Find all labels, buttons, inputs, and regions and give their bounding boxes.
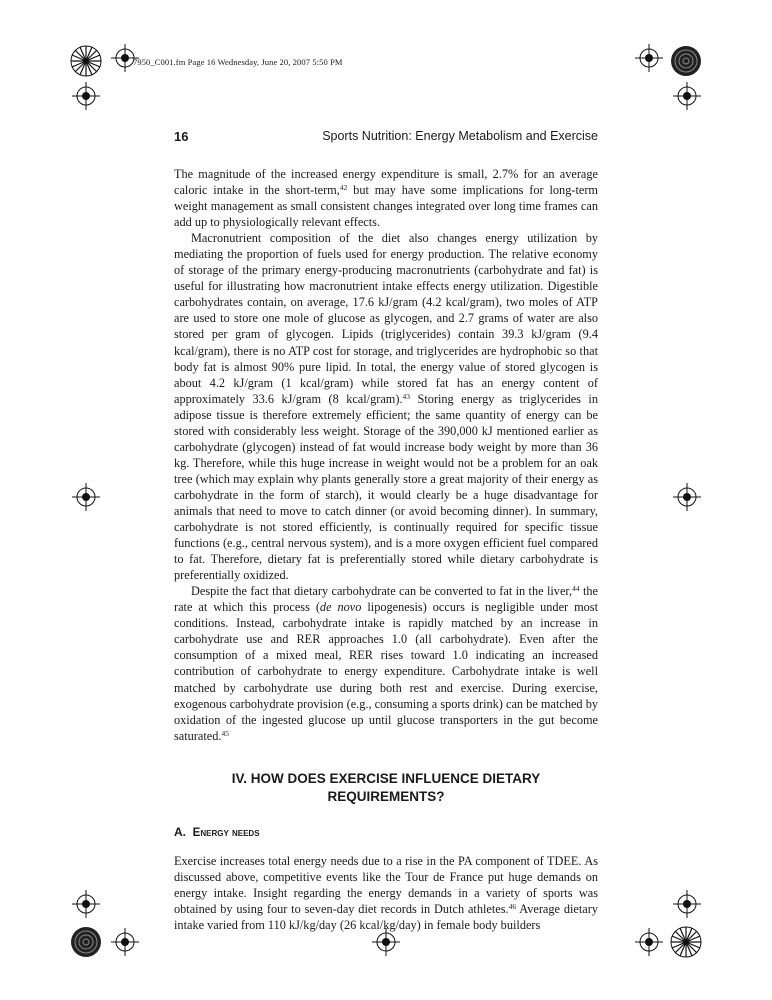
citation-ref: 45: [221, 728, 229, 738]
section-heading: IV. HOW DOES EXERCISE INFLUENCE DIETARY REQUIREMENTS?: [231, 770, 541, 804]
citation-ref: 44: [572, 584, 580, 594]
concentric-target-top-right: [670, 45, 702, 77]
paragraph-2: Macronutrient composition of the diet also changes energy utilization by mediating the proportion of fuels used for energy production. The relative economy of storage of the primary energy-producing macronutrients (carbohydrate and fat) is useful for illustrating how macronutrient intake effects energy utilization. Digestible carbohydrates contain, on average, 17.6 kJ/gram (4.2 kcal/gram), two moles of ATP are used to store one mole of glucose as glycogen, and 2.7 grams of water are also stored per gram of glycogen. Lipids (triglycerides) contain 39.3 kJ/gram (9.4 kcal/gram), there is no ATP cost for storage, and triglycerides are hydrophobic so that body fat is almost 90% pure lipid. In total, the energy value of stored glycogen is about 4.2 kJ/gram (1 kcal/gram) while stored fat has an energy content of approximately 33.6 kJ/gram (8 kcal/gram).$^{43}$ Storing energy as triglycerides in adipose tissue is therefore extremely efficient; the same quantity of energy can be stored with considerably less weight. Storage of the 390,000 kJ mentioned earlier as carbohydrate (glycogen) instead of fat would increase body weight by more than 36 kg. Therefore, while this huge increase in weight would not be a problem for an oak tree (which may explain why plants generally store a great majority of their energy as carbohydrate in the form of starch), it would clearly be a huge disadvantage for animals that need to move to catch dinner (or avoid becoming dinner). In summary, carbohydrate is not stored efficiently, is continually required for specific tissue functions (e.g., central nervous system), and is a more oxygen efficient fuel compared to fat. Therefore, dietary fat is preferentially stored while dietary carbohydrate is preferentially oxidized.: [174, 231, 598, 583]
citation-ref: 43: [402, 391, 411, 401]
registration-mark-top-left-lower: [72, 82, 100, 110]
citation-ref: 42: [339, 183, 348, 193]
paragraph-3: Despite the fact that dietary carbohydrate can be converted to fat in the liver,$^{44}$ the rate at which this process (de novo lipogenesis) occurs is negligible under most conditions. Instead, carbohydrate intake is rapidly matched by an increase in carbohydrate use and RER approaches 1.0 (all carbohydrate). Even after the consumption of a mixed meal, RER rises toward 1.0 indicating an increased contribution of carbohydrate to energy expenditure. Carbohydrate intake is well matched by carbohydrate use during both rest and exercise. During exercise, exogenous carbohydrate provision (e.g., consuming a sports drink) can be matched by oxidation of the ingested glucose up until glucose transporters in the gut become saturated.$^{45}$: [174, 584, 598, 743]
running-title: Sports Nutrition: Energy Metabolism and Exercise: [322, 129, 598, 143]
paragraph-4: Exercise increases total energy needs due to a rise in the PA component of TDEE. As discussed above, competitive events like the Tour de France put huge demands on energy intake. Insight regarding the energy demands in a variety of sports was obtained by using four to seven-day diet records in Dutch athletes.$^{46}$ Average dietary intake varied from 110 kJ/kg/day (26 kcal/kg/day) in female body builders: [174, 853, 598, 932]
registration-mark-bottom-left-upper: [72, 890, 100, 918]
starburst-target-top-left: [70, 45, 102, 77]
registration-mark-bottom-right-upper: [673, 890, 701, 918]
registration-mark-top-right-lower: [673, 82, 701, 110]
concentric-target-bottom-left: [70, 926, 102, 958]
registration-mark-mid-left: [72, 483, 100, 511]
registration-mark-bottom-right: [635, 928, 663, 956]
starburst-target-bottom-right: [670, 926, 702, 958]
running-header: [174, 129, 598, 147]
registration-mark-mid-right: [673, 483, 701, 511]
registration-mark-bottom-left: [111, 928, 139, 956]
paragraph-1: The magnitude of the increased energy expenditure is small, 2.7% for an average caloric intake in the short-term,$^{42}$ but may have some implications for long-term weight management as small consistent changes integrated over long time frames can add up to physiologically relevant effects.: [174, 167, 598, 230]
citation-ref: 46: [508, 901, 517, 911]
subsection-heading: A. Energy needs: [174, 824, 260, 839]
registration-mark-top-right: [635, 44, 663, 72]
file-slug: 7950_C001.fm Page 16 Wednesday, June 20, 2007 5:50 PM: [133, 57, 343, 67]
body-text: [174, 166, 598, 933]
page-number: 16: [174, 129, 189, 144]
